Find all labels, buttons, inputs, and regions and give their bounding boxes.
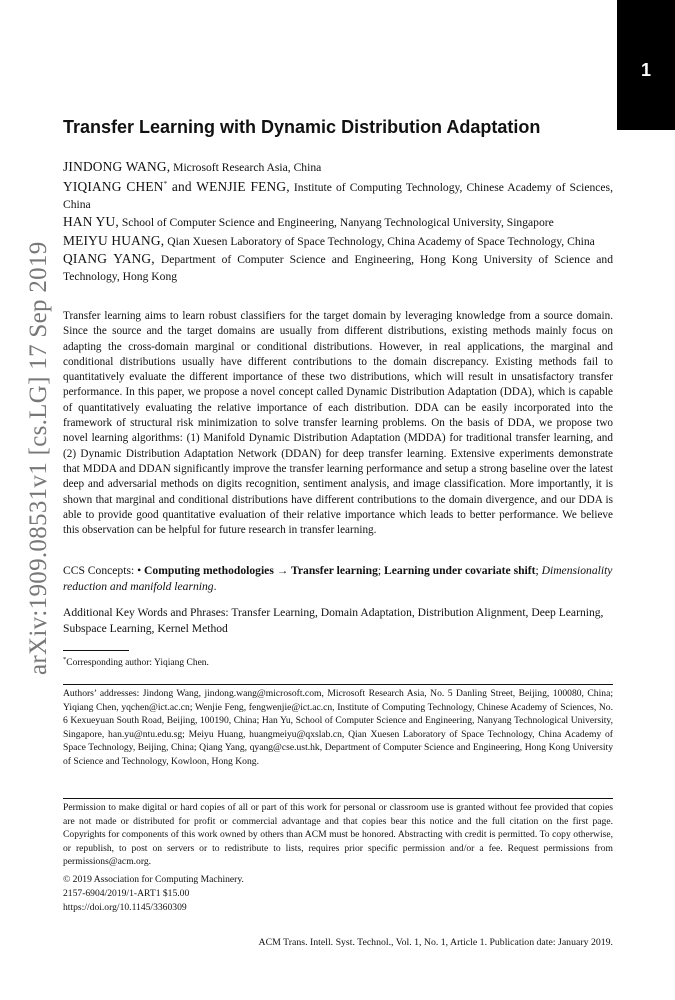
author-name: HAN YU, [63,214,119,230]
paper-title: Transfer Learning with Dynamic Distribution Adaptation [63,117,541,137]
footnote [63,653,613,670]
abstract: Transfer learning aims to learn robust classifiers for the target domain by leveraging knowledge from a source domain. Since the source and the target domains are usually from different distributions, existing methods mainly focus on adapting the cross-domain marginal or conditional distributions. However, in real applications, the marginal and conditional distributions usually have different contributions to the domain discrepancy. Existing methods fail to quantitatively evaluate the different importance of these two distributions, which will result in unsatisfactory transfer performance. In this paper, we propose a novel concept called Dynamic Distribution Adaptation (DDA), which is capable of quantitatively evaluating the relative importance of each distribution. DDA can be easily incorporated into the framework of structural risk minimization to solve transfer learning problems. On the basis of DDA, we propose two novel learning algorithms: (1) Manifold Dynamic Distribution Adaptation (MDDA) for traditional transfer learning, and (2) Dynamic Distribution Adaptation Network (DDAN) for deep transfer learning. Extensive experiments demonstrate that MDDA and DDAN significantly improve the transfer learning performance and setup a strong baseline over the latest deep and adversarial methods on digits recognition, sentiment analysis, and image classification. More importantly, it is shown that marginal and conditional distributions have different contributions to the domain divergence, and our DDA is able to provide good quantitative evaluation of their relative importance which leads to better performance. We believe this observation can be helpful for future research in transfer learning. [63,310,613,537]
author-affiliation: Microsoft Research Asia, China [170,161,322,174]
ccs-concepts [63,563,613,595]
footnote-mark: * [63,656,67,663]
ccs-separator: ; [535,564,542,577]
ccs-end: . [213,580,217,593]
author-name: and WENJIE FENG, [167,179,290,195]
footnote-rule [63,650,129,651]
author-entry [63,250,613,285]
ccs-concept: Computing methodologies [144,564,274,577]
page-number-tab [617,0,675,130]
author-affiliation: Institute of Computing Technology, Chinese Academy of Sciences, China [63,181,613,212]
ccs-separator: ; [377,564,384,577]
author-name: QIANG YANG, [63,250,155,266]
ccs-concept: Transfer learning [291,564,378,577]
author-name: JINDONG WANG, [63,159,171,174]
author-name: YIQIANG CHEN [63,179,164,195]
corresponding-author-mark: * [163,180,168,189]
doi-link[interactable]: https://doi.org/10.1145/3360309 [63,902,187,913]
issn-line: 2157-6904/2019/1-ART1 $15.00 [63,888,190,899]
author-entry [63,176,613,213]
author-addresses: Authors’ addresses: Jindong Wang, jindong.wang@microsoft.com, Microsoft Research Asia, No. 5 Danling Street, Beijing, 100080, China; Yiqiang Chen, yqchen@ict.ac.cn; Wenjie Feng, fengwenjie@ict.ac.cn, Institute of Computing Technology, Chinese Academy of Sciences, No. 6 Kexueyuan South Road, Beijing, 100190, China; Han Yu, School of Computer Science and Engineering, Nanyang Technological University, Singapore, han.yu@ntu.edu.sg; Meiyu Huang, huangmeiyu@qxslab.cn, Qian Xuesen Laboratory of Space Technology, China Academy of Space Technology, Beijing, China; Qiang Yang, qyang@cse.ust.hk, Department of Computer Science and Engineering, Hong Kong University of Science and Technology, Kowloon, Hong Kong. [63,688,613,767]
author-entry [63,158,613,176]
ccs-concept: Learning under covariate shift [384,564,536,577]
divider [63,684,613,685]
ccs-concept: Dimensionality reduction and manifold learning [63,564,613,593]
arxiv-stamp: arXiv:1909.08531v1 [cs.LG] 17 Sep 2019 [25,241,52,675]
permission-notice: Permission to make digital or hard copies of all or part of this work for personal or classroom use is granted without fee provided that copies are not made or distributed for profit or commercial advantage and that copies bear this notice and the full citation on the first page. Copyrights for components of this work owned by others than ACM must be honored. Abstracting with credit is permitted. To copy otherwise, or republish, to post on servers or to redistribute to lists, requires prior specific permission and/or a fee. Request permissions from permissions@acm.org. [63,802,613,868]
author-entry [63,232,613,250]
footnote-text: Corresponding author: Yiqiang Chen. [66,658,209,669]
author-affiliation: Department of Computer Science and Engineering, Hong Kong University of Science and Technology, Hong Kong [63,252,614,284]
page-number: 1 [640,60,651,80]
author-name: MEIYU HUANG, [63,232,165,248]
ccs-prefix: CCS Concepts: • [63,564,145,577]
copyright-line: © 2019 Association for Computing Machinery. [63,874,244,885]
divider [63,798,613,799]
author-list [63,158,613,285]
keywords: Additional Key Words and Phrases: Transfer Learning, Domain Adaptation, Distribution Alignment, Deep Learning, Subspace Learning, Kernel Method [63,606,604,635]
ccs-arrow: → [273,564,292,577]
author-entry [63,213,613,231]
author-affiliation: School of Computer Science and Engineering, Nanyang Technological University, Singapore [118,216,554,230]
running-footer: ACM Trans. Intell. Syst. Technol., Vol. 1, No. 1, Article 1. Publication date: January 2019. [258,937,613,948]
author-affiliation: Qian Xuesen Laboratory of Space Technology, China Academy of Space Technology, China [164,234,595,248]
